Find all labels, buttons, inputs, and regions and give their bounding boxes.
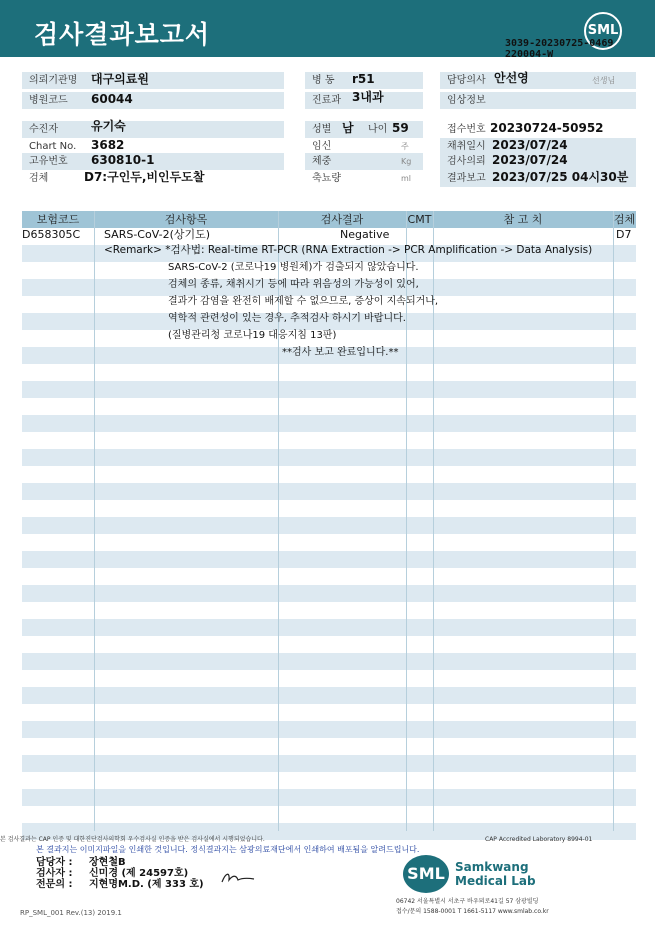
collect-label: 채취일시 [440,138,636,155]
report-complete: **검사 보고 완료입니다.** [282,347,399,358]
table-stripe [22,687,636,704]
doctor-suffix: 선생님 [592,76,616,85]
remark-line: 역학적 관련성이 있는 경우, 추적검사 하시기 바랍니다. [168,313,406,324]
remark-method: <Remark> *검사법: Real-time RT-PCR (RNA Extraction -> PCR Amplification -> Data Analysis) [104,244,593,256]
col-cmt: CMT [407,213,432,226]
report-title: 검사결과보고서 [34,20,211,49]
certification-notice: 본 검사결과는 CAP 인증 및 대한진단검사의학회 우수검사실 인증을 받은 검사실에서 시행되었습니다. [0,836,265,843]
chart-label: Chart No. [22,138,284,155]
col-specimen: 검체 [613,213,636,226]
ward-label: 병 동 [305,72,423,89]
table-stripe [22,755,636,772]
chart-value: 3682 [91,138,125,152]
doctor-value: 안선영 [494,71,529,85]
collect-value: 2023/07/24 [492,138,568,152]
urine-label: 축뇨량 [305,170,423,187]
table-stripe [22,449,636,466]
print-notice: 본 결과지는 이미지파일을 인쇄한 것입니다. 정식결과지는 삼광의료재단에서 인쇄하여 배포됨을 알려드립니다. [36,845,420,854]
manager-value: 장현철B [89,857,126,868]
row-test-item: SARS-CoV-2(상기도) [104,228,211,241]
table-stripe [22,415,636,432]
unique-id-value: 630810-1 [91,153,155,167]
remark-line: SARS-CoV-2 (코로나19 병원체)가 검출되지 않았습니다. [168,262,419,273]
examiner-value: 신미경 (제 24597호) [89,868,189,879]
signature-icon [220,870,256,886]
specimen-value: D7:구인두,비인두도찰 [84,170,205,184]
clinical-info-label: 임상정보 [440,92,636,109]
dept-value: 3내과 [352,90,384,104]
remark-line: (질병관리청 코로나19 대응지침 13판) [168,330,337,341]
lab-name: Samkwang Medical Lab [455,860,536,888]
col-reference: 참 고 치 [503,213,543,226]
report-value: 2023/07/25 04시30분 [492,170,629,184]
remark-line: 검체의 종류, 채취시기 등에 따라 위음성의 가능성이 있어, [168,279,419,290]
request-value: 2023/07/24 [492,153,568,167]
lab-logo: SML [403,855,449,893]
column-divider [613,211,614,831]
col-insurance-code: 보험코드 [36,213,80,226]
document-number: 3039-20230725-0469 220004-W [505,38,614,60]
table-stripe [22,653,636,670]
examiner-label: 검사자 : [36,868,73,879]
sex-value: 남 [342,121,354,135]
pregnancy-label: 임신 [305,138,423,155]
receipt-value: 20230724-50952 [490,121,604,135]
table-stripe [22,789,636,806]
cap-number: CAP Accredited Laboratory 8994-01 [485,836,593,843]
weight-label: 체중 [305,153,423,170]
manager-label: 담당자 : [36,857,73,868]
age-label: 나이 [368,124,388,135]
remark-line: 결과가 감염을 완전히 배제할 수 없으므로, 증상이 지속되거나, [168,296,439,307]
doctor-label: 담당의사 [440,72,636,89]
col-test-item: 검사항목 [164,213,208,226]
specialist-value: 지현명M.D. (제 333 호) [89,879,204,890]
table-stripe [22,381,636,398]
pregnancy-unit: 주 [401,142,409,151]
specimen-label: 검체 [22,170,284,187]
patient-label: 수진자 [22,121,284,138]
sml-logo: SML [584,12,622,50]
row-insurance-code: D658305C [22,228,81,241]
unique-id-label: 고유번호 [22,153,284,170]
request-label: 검사의뢰 [440,153,636,170]
dept-label: 진료과 [305,92,423,109]
receipt-label: 접수번호 [440,121,636,138]
hospital-code-label: 병원코드 [22,92,284,109]
specialist-label: 전문의 : [36,879,73,890]
form-code: RP_SML_001 Rev.(13) 2019.1 [20,909,122,917]
table-stripe [22,585,636,602]
table-stripe [22,551,636,568]
report-label: 결과보고 [440,170,636,187]
hospital-code-value: 60044 [91,92,133,106]
lab-address: 06742 서울특별시 서초구 바우뫼로41길 57 삼광빌딩 [396,898,539,905]
table-stripe [22,517,636,534]
ward-value: r51 [352,72,375,86]
sex-label: 성별 [305,121,423,138]
institution-value: 대구의료원 [91,72,149,86]
age-value: 59 [392,121,409,135]
institution-label: 의뢰기관명 [22,72,284,89]
column-divider [94,211,95,831]
weight-unit: Kg [401,157,412,166]
row-specimen: D7 [616,228,632,241]
patient-value: 유기숙 [91,119,126,133]
table-stripe [22,483,636,500]
row-test-result: Negative [340,228,390,241]
urine-unit: ml [401,174,412,183]
lab-phone: 접수/문의 1588-0001 T 1661-5117 www.smlab.co.kr [396,908,549,915]
table-stripe [22,721,636,738]
table-stripe [22,619,636,636]
col-test-result: 검사결과 [320,213,364,226]
